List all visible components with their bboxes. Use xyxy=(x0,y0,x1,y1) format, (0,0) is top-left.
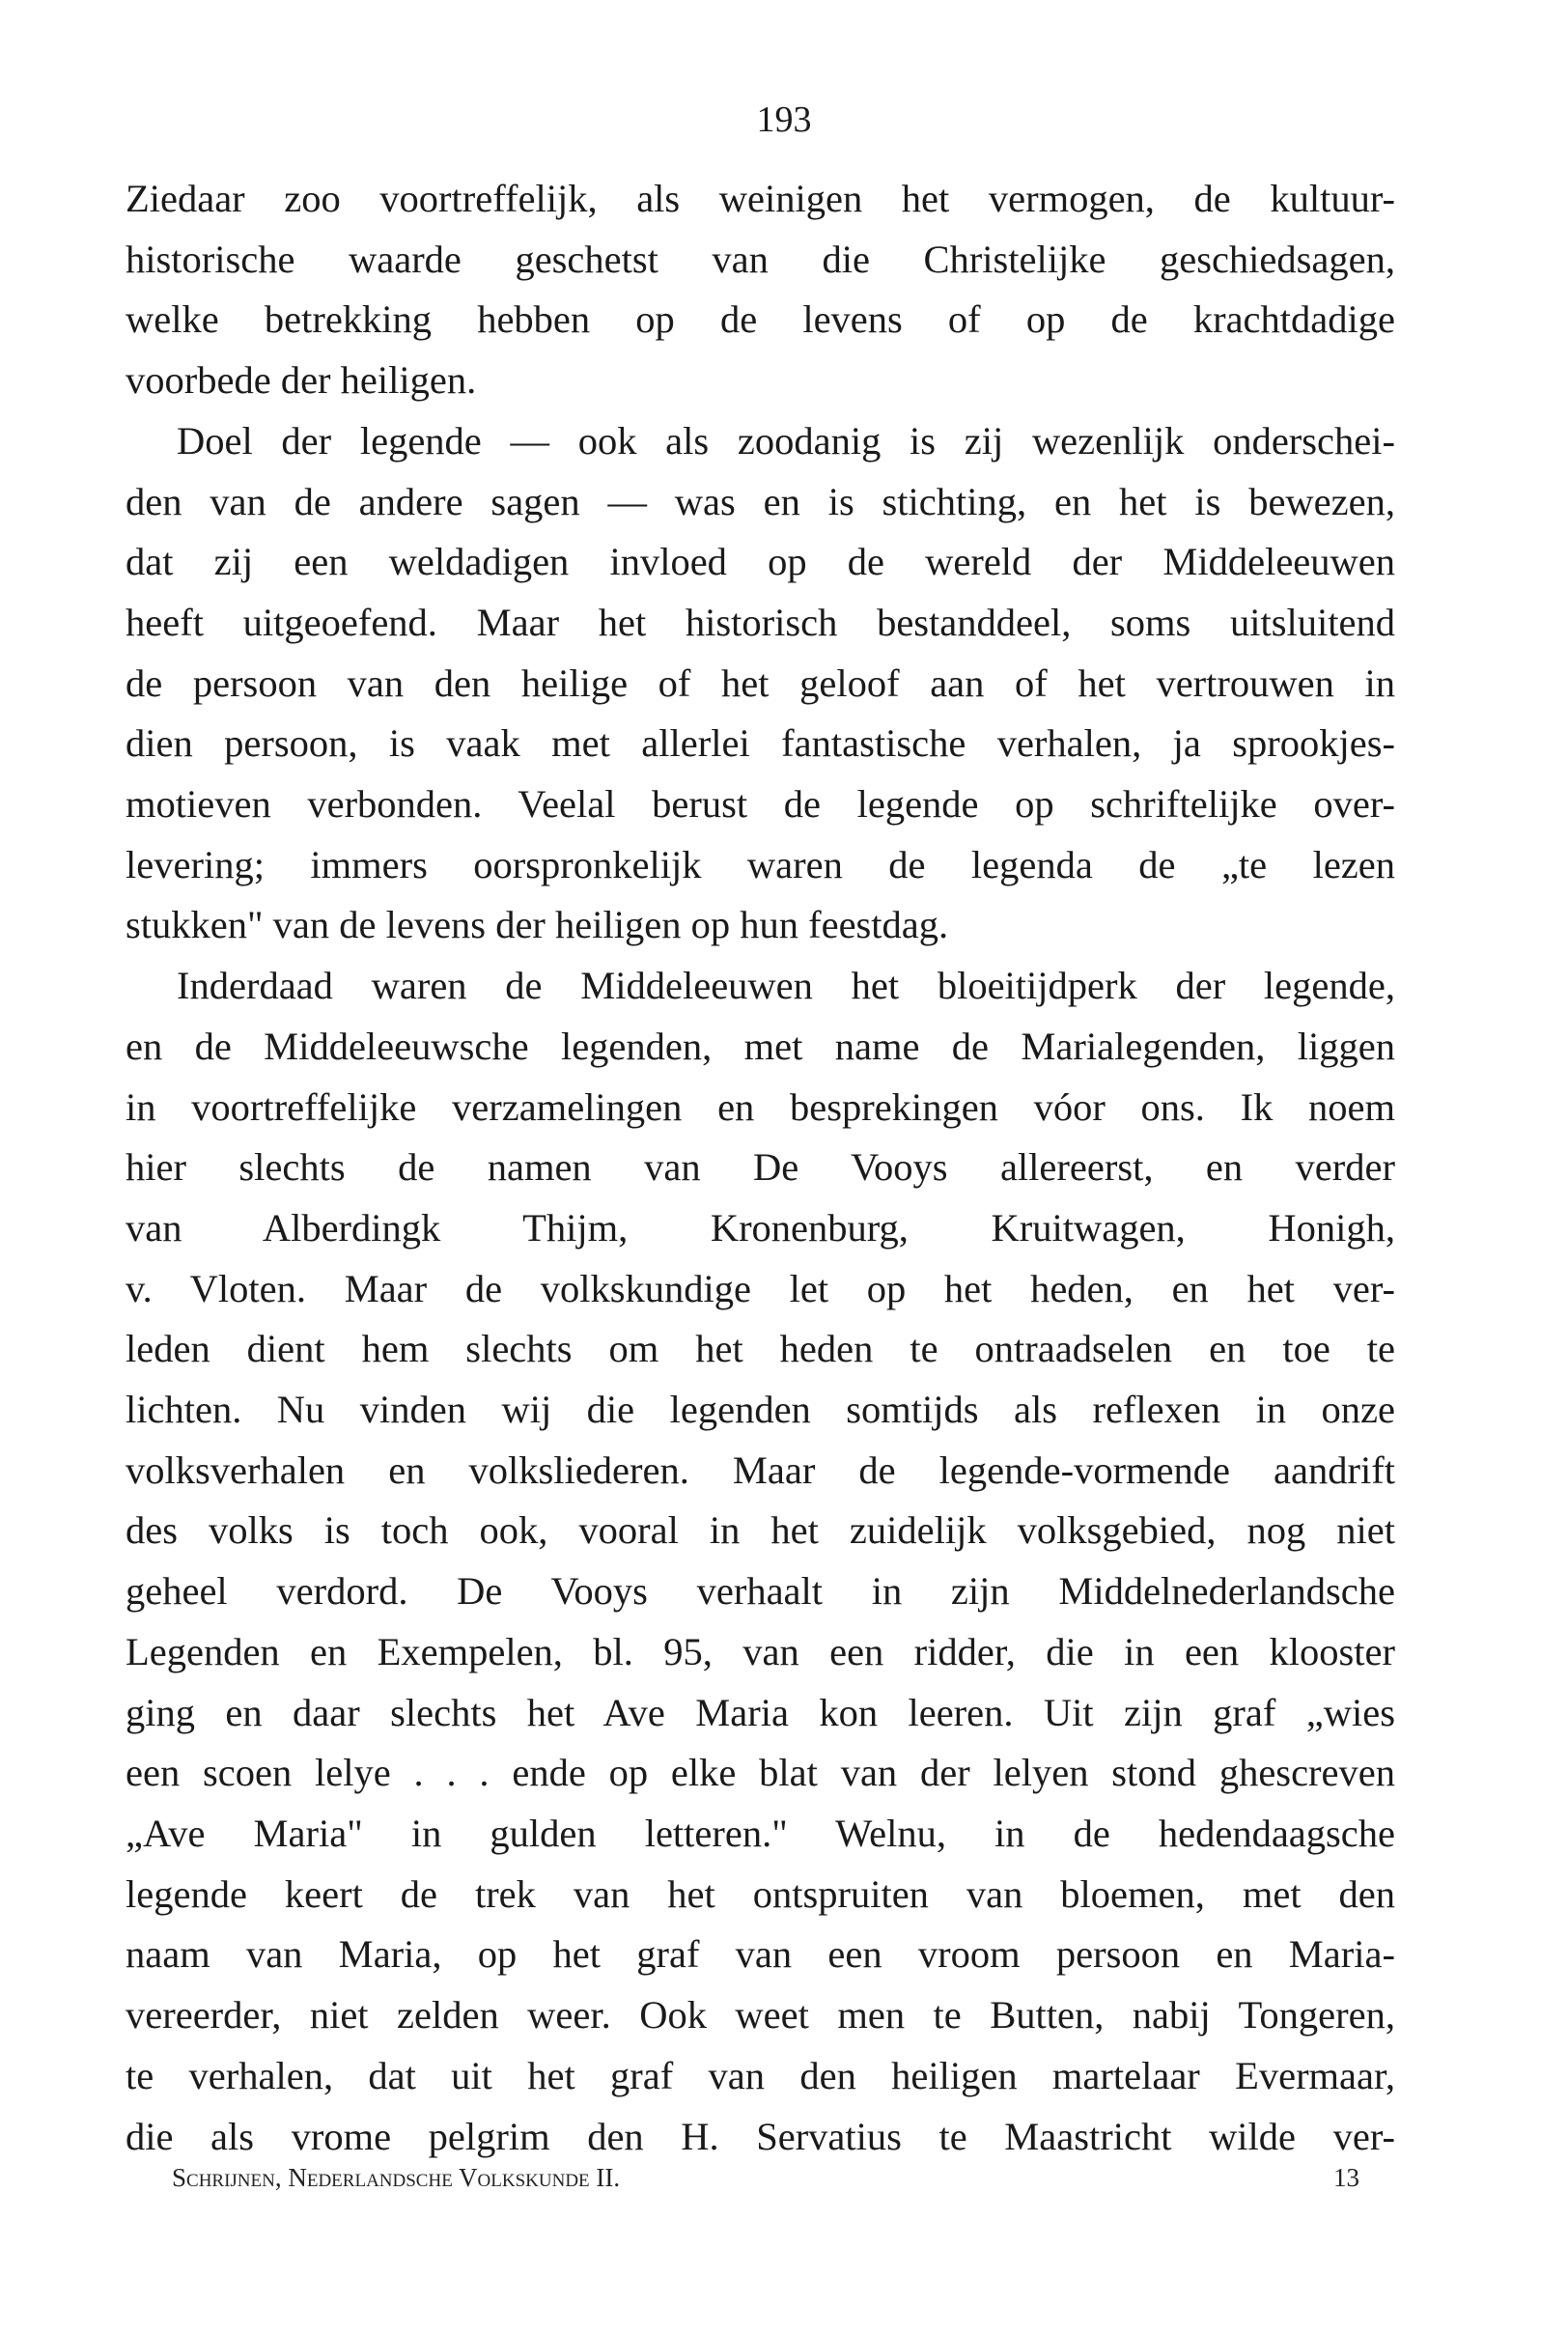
page-number: 193 xyxy=(756,99,812,140)
text-line: lichten. Nu vinden wij die legenden somtijds als reflexen in onze xyxy=(126,1388,1395,1432)
text-line: een scoen lelye . . . ende op elke blat van der lelyen stond ghescreven xyxy=(126,1751,1395,1795)
text-line: „Ave Maria" in gulden letteren." Welnu, in de hedendaagsche xyxy=(126,1811,1395,1855)
text-line: dat zij een weldadigen invloed op de wereld der Middeleeuwen xyxy=(126,540,1395,584)
text-line: geheel verdord. De Vooys verhaalt in zijn Middelnederlandsche xyxy=(126,1569,1395,1614)
text-line: Doel der legende — ook als zoodanig is zij wezenlijk onderschei- xyxy=(177,418,1395,463)
text-line: leden dient hem slechts om het heden te ontraadselen en toe te xyxy=(126,1327,1395,1371)
text-line: motieven verbonden. Veelal berust de legende op schriftelijke over- xyxy=(126,782,1395,827)
text-line: hier slechts de namen van De Vooys allereerst, en verder xyxy=(126,1145,1395,1190)
text-line: den van de andere sagen — was en is stichting, en het is bewezen, xyxy=(126,479,1395,523)
text-line: heeft uitgeoefend. Maar het historisch bestanddeel, soms uitsluitend xyxy=(126,600,1395,644)
text-line: voorbede der heiligen. xyxy=(126,358,477,403)
text-line: v. Vloten. Maar de volkskundige let op het heden, en het ver- xyxy=(126,1266,1395,1310)
text-line: welke betrekking hebben op de levens of op de krachtdadige xyxy=(126,297,1395,342)
text-line: die als vrome pelgrim den H. Servatius te Maastricht wilde ver- xyxy=(126,2114,1395,2158)
footer-sheet-number: 13 xyxy=(1333,2163,1359,2192)
text-line: en de Middeleeuwsche legenden, met name de Marialegenden, liggen xyxy=(126,1024,1395,1068)
text-line: des volks is toch ook, vooral in het zuidelijk volksgebied, nog niet xyxy=(126,1508,1395,1553)
text-line: volksverhalen en volksliederen. Maar de legende-vormende aandrift xyxy=(126,1448,1395,1492)
text-line: naam van Maria, op het graf van een vroom persoon en Maria- xyxy=(126,1932,1395,1977)
text-line: Inderdaad waren de Middeleeuwen het bloeitijdperk der legende, xyxy=(177,964,1395,1008)
text-line: in voortreffelijke verzamelingen en besprekingen vóor ons. Ik noem xyxy=(126,1084,1395,1129)
body-text xyxy=(126,169,1395,2167)
text-line: van Alberdingk Thijm, Kronenburg, Kruitwagen, Honigh, xyxy=(126,1205,1395,1250)
text-line: Ziedaar zoo voortreffelijk, als weinigen het vermogen, de kultuur- xyxy=(126,177,1395,220)
text-line: ging en daar slechts het Ave Maria kon leeren. Uit zijn graf „wies xyxy=(126,1690,1395,1734)
footer-signature: Schrijnen, Nederlandsche Volkskunde II. xyxy=(172,2163,621,2192)
text-line: stukken" van de levens der heiligen op hun feestdag. xyxy=(126,903,949,947)
text-line: de persoon van den heilige of het geloof aan of het vertrouwen in xyxy=(126,661,1395,705)
text-line: historische waarde geschetst van die Christelijke geschiedsagen, xyxy=(126,237,1395,281)
text-line: legende keert de trek van het ontspruiten van bloemen, met den xyxy=(126,1871,1395,1916)
text-line: vereerder, niet zelden weer. Ook weet men te Butten, nabij Tongeren, xyxy=(126,1993,1395,2038)
text-line: levering; immers oorspronkelijk waren de legenda de „te lezen xyxy=(126,842,1395,886)
text-line: Legenden en Exempelen, bl. 95, van een ridder, die in een klooster xyxy=(126,1629,1395,1673)
text-line: te verhalen, dat uit het graf van den heiligen martelaar Evermaar, xyxy=(126,2053,1395,2097)
text-line: dien persoon, is vaak met allerlei fantastische verhalen, ja sprookjes- xyxy=(126,721,1395,766)
